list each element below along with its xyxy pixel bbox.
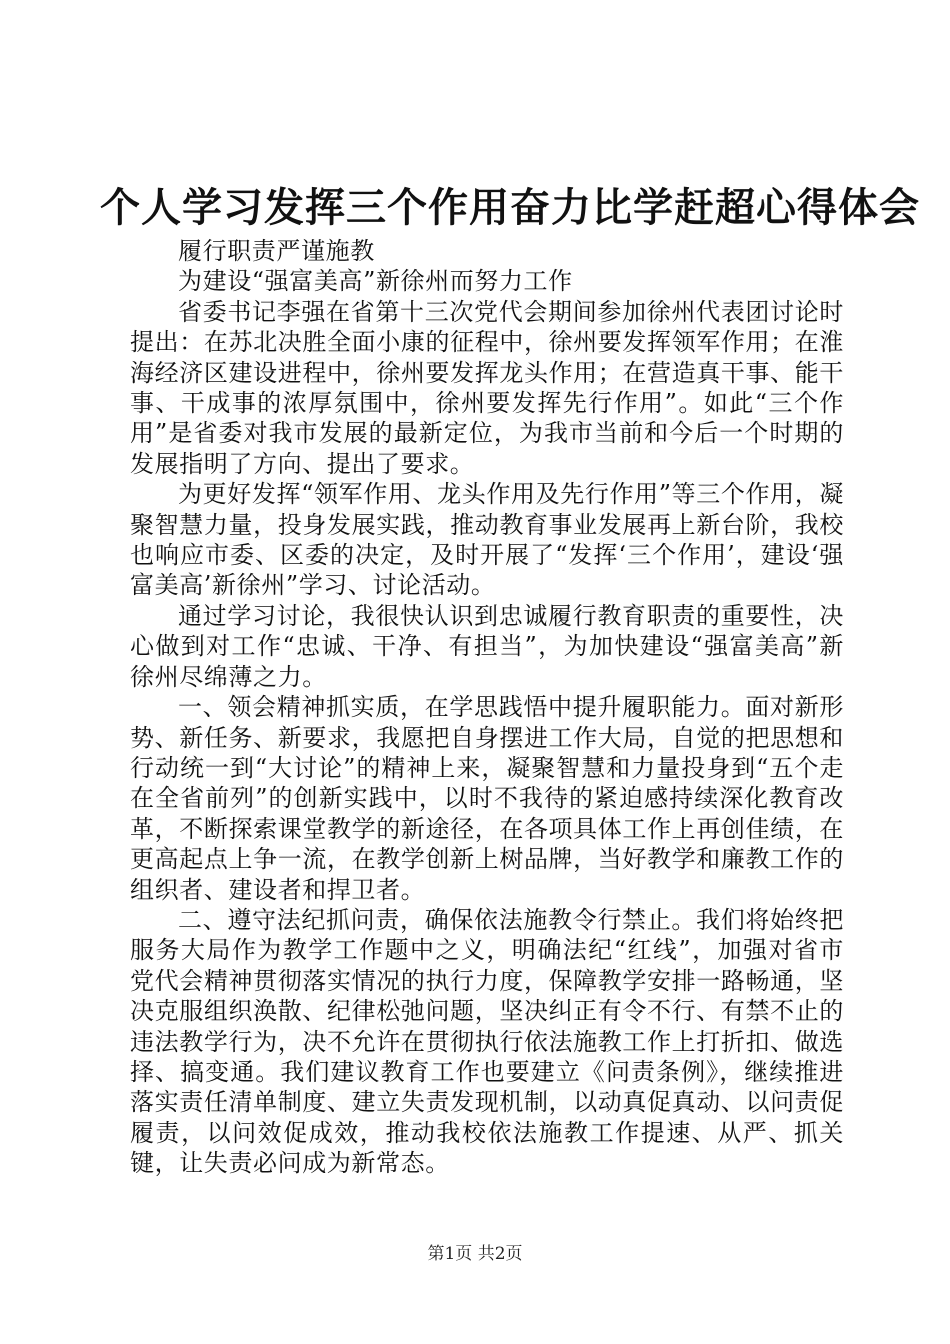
paragraph-subtitle-2: 为建设“强富美高”新徐州而努力工作 <box>178 267 573 296</box>
paragraph: 一、领会精神抓实质，在学思践悟中提升履职能力。面对新形势、新任务、新要求，我愿把自身摆进工作大局，自觉的把思想和行动统一到“大讨论”的精神上来，凝聚智慧和力量投身到“五个走在全省前列”的创新实践中，以时不我待的紧迫感持续深化教育改革，不断探索课堂教学的新途径，在各项具体工作上再创佳绩，在更高起点上争一流，在教学创新上树品牌，当好教学和廉教工作的组织者、建设者和捍卫者。 <box>130 693 844 904</box>
paragraph: 省委书记李强在省第十三次党代会期间参加徐州代表团讨论时提出：在苏北决胜全面小康的征程中，徐州要发挥领军作用；在淮海经济区建设进程中，徐州要发挥龙头作用；在营造真干事、能干事、干成事的浓厚氛围中，徐州要发挥先行作用”。如此“三个作用”是省委对我市发展的最新定位，为我市当前和今后一个时期的发展指明了方向、提出了要求。 <box>130 297 844 478</box>
paragraph: 二、遵守法纪抓问责，确保依法施教令行禁止。我们将始终把服务大局作为教学工作题中之义，明确法纪“红线”，加强对省市党代会精神贯彻落实情况的执行力度，保障教学安排一路畅通，坚决克服组织涣散、纪律松弛问题，坚决纠正有令不行、有禁不止的违法教学行为，决不允许在贯彻执行依法施教工作上打折扣、做选择、搞变通。我们建议教育工作也要建立《问责条例》，继续推进落实责任清单制度、建立失责发现机制，以动真促真动、以问责促履责，以问效促成效，推动我校依法施教工作提速、从严、抓关键，让失责必问成为新常态。 <box>130 905 844 1178</box>
paragraph: 为更好发挥“领军作用、龙头作用及先行作用”等三个作用，凝聚智慧力量，投身发展实践，推动教育事业发展再上新台阶，我校也响应市委、区委的决定，及时开展了“发挥‘三个作用’，建设‘强富美高’新徐州”学习、讨论活动。 <box>130 480 844 600</box>
document-body <box>130 236 844 1179</box>
page-number-footer: 第1页 共2页 <box>427 1244 523 1264</box>
paragraph-subtitle-1: 履行职责严谨施教 <box>178 237 375 265</box>
document-title: 个人学习发挥三个作用奋力比学赶超心得体会 <box>100 184 920 231</box>
paragraph: 通过学习讨论，我很快认识到忠诚履行教育职责的重要性，决心做到对工作“忠诚、干净、有担当”，为加快建设“强富美高”新徐州尽绵薄之力。 <box>130 601 844 691</box>
